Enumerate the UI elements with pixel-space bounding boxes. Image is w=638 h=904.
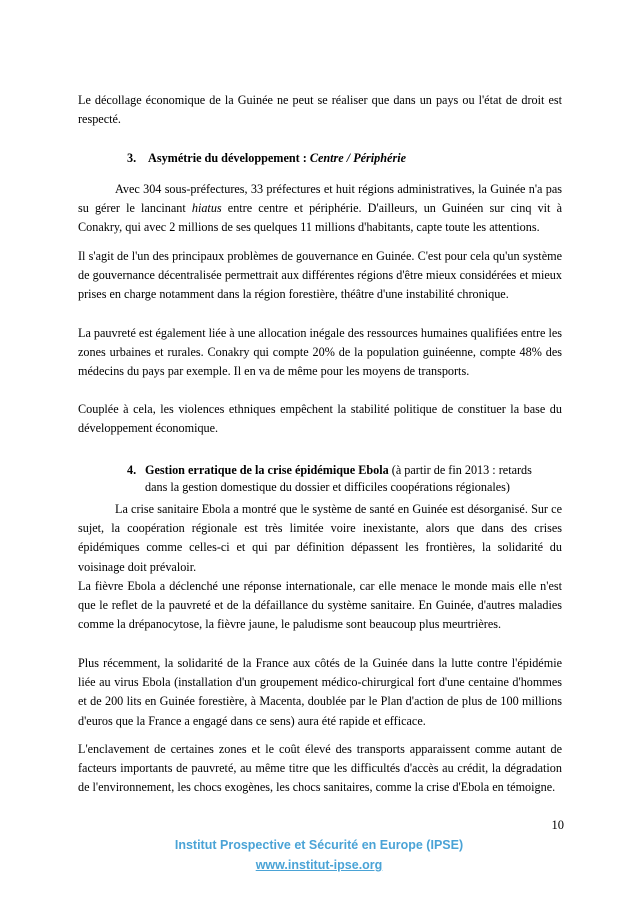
paragraph-france-solidarity: Plus récemment, la solidarité de la France aux côtés de la Guinée dans la lutte contre l'épidémie liée au virus Ebola (installation d'un groupement médico-chirurgical fort d'une centaine d'hommes et de 200 lits en Guinée forestière, à Macenta, doublée par le Plan d'action de plus de 100 millions d'euros que la France a engagé dans ce sens) aura été rapide et efficace. [78,656,562,728]
paragraph-poverty: La pauvreté est également liée à une allocation inégale des ressources humaines qualifiées entre les zones urbaines et rurales. Conakry qui compte 20% de la population guinéenne, compte 48% des médecins du pays par exemple. Il en va de même pour les moyens de transports. [78,326,562,379]
page-number: 10 [551,818,564,832]
paragraph-italic-word: hiatus [191,201,222,216]
paragraph-health-crisis: La crise sanitaire Ebola a montré que le système de santé en Guinée est désorganisé. Sur ce sujet, la coopération régionale est très limitée voire inexistante, alors que dans des crises épidémiques comme celles-ci et qui par définition dépassent les frontières, la solidarité du voisinage doit prévaloir. [78,502,562,574]
heading-number: 4. [127,463,137,477]
paragraph-governance: Il s'agit de l'un des principaux problèmes de gouvernance en Guinée. C'est pour cela qu'un système de gouvernance décentralisée permettrait aux différentes régions d'être mieux considérées et mieux prises en charge notamment dans la région forestière, théâtre d'une instabilité chronique. [78,249,562,302]
paragraph-enclavement: L'enclavement de certaines zones et le coût élevé des transports apparaissent comme autant de facteurs importants de pauvreté, au même titre que les difficultés d'accès au crédit, la dégradation de l'environnement, les chocs exogènes, les chocs sanitaires, comme la crise d'Ebola en témoigne. [78,742,562,795]
footer-website-link[interactable]: www.institut-ipse.org [255,858,383,872]
heading-title: Gestion erratique de la crise épidémique Ebola [145,463,389,477]
heading-detail: (à partir de fin 2013 : retards [388,463,532,477]
paragraph-prefectures [78,180,562,238]
footer-institute-name: Institut Prospective et Sécurité en Europe (IPSE) [174,838,464,852]
paragraph-text: Avec 304 sous-préfectures, 33 préfectures et huit régions administratives, la Guinée n'a pas su gérer le lancinant [78,182,562,216]
paragraph-ebola-fever: La fièvre Ebola a déclenché une réponse internationale, car elle menace le monde mais elle n'est que le reflet de la pauvreté et de la défaillance du système sanitaire. En Guinée, d'autres maladies comme la drépanocytose, la fièvre jaune, le paludisme sont beaucoup plus meurtrières. [78,579,562,632]
heading-title: Asymétrie du développement : [148,151,310,165]
section-heading-4 [127,462,567,496]
heading-subtitle: Centre / Périphérie [309,151,406,165]
paragraph-ethnic-violence: Couplée à cela, les violences ethniques empêchent la stabilité politique de constituer la base du développement économique. [78,402,562,436]
heading-number: 3. [127,151,137,165]
heading-detail-continued: dans la gestion domestique du dossier et difficiles coopérations régionales) [145,480,510,494]
paragraph-intro: Le décollage économique de la Guinée ne peut se réaliser que dans un pays ou l'état de droit est respecté. [78,93,562,127]
paragraph-text: entre centre et périphérie. D'ailleurs, un Guinéen sur cinq vit à Conakry, qui avec 2 millions de ses quelques 11 millions d'habitants, capte toute les attentions. [78,201,562,235]
section-heading-3 [127,150,557,167]
